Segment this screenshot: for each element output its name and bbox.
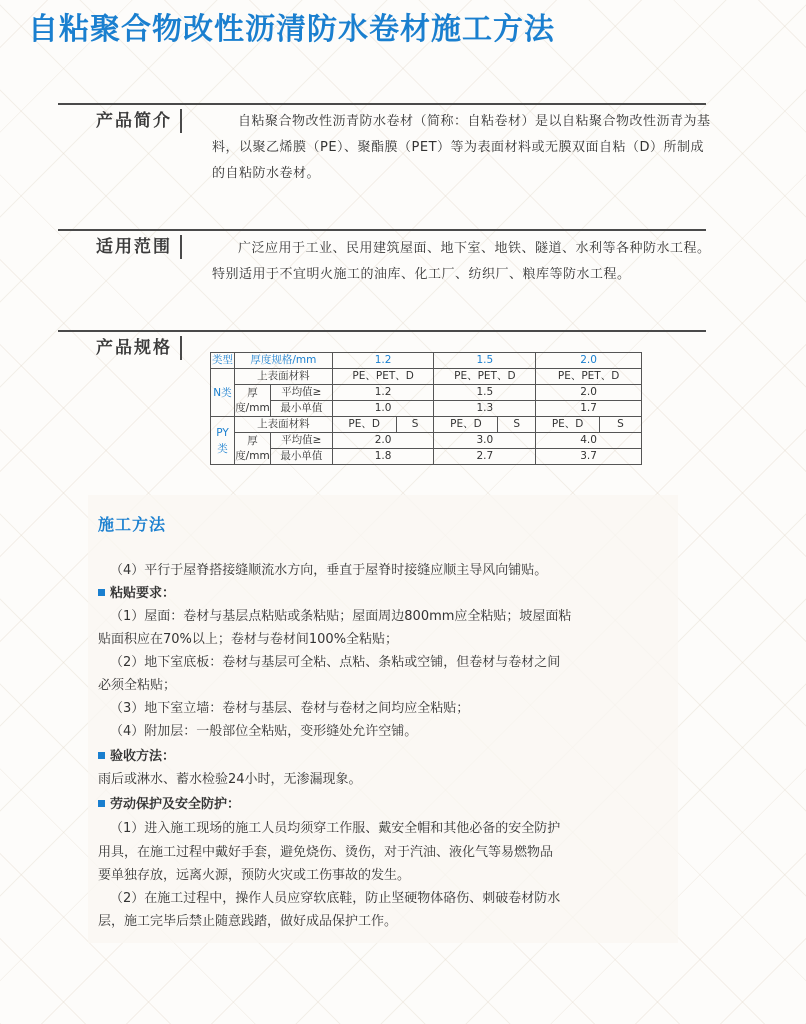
avg-label: 平均值≥ <box>270 433 332 449</box>
header-col-2: 1.5 <box>434 353 536 369</box>
table-cell: 2.0 <box>536 385 642 401</box>
method-line: 必须全粘贴； <box>98 678 177 693</box>
min-label: 最小单值 <box>270 401 332 417</box>
header-col-3: 2.0 <box>536 353 642 369</box>
table-cell: PE、D <box>332 417 396 433</box>
header-thickness: 厚度规格/mm <box>234 353 332 369</box>
table-cell: 2.7 <box>434 449 536 465</box>
method-line: （2）地下室底板：卷材与基层可全粘、点粘、条粘或空铺，但卷材与卷材之间 <box>110 655 561 670</box>
table-cell: S <box>600 417 642 433</box>
section-label-spec: 产品规格 <box>96 336 182 360</box>
table-cell: PE、PET、D <box>332 369 434 385</box>
table-cell: 1.7 <box>536 401 642 417</box>
section-label-scope: 适用范围 <box>96 235 182 259</box>
table-row <box>211 433 642 449</box>
method-line: 用具，在施工过程中戴好手套，避免烧伤、烫伤，对于汽油、液化气等易燃物品 <box>98 845 554 860</box>
method-line: （4）平行于屋脊搭接缝顺流水方向，垂直于屋脊时接缝应顺主导风向铺贴。 <box>110 563 548 578</box>
table-cell: 1.5 <box>434 385 536 401</box>
bullet-icon <box>98 752 105 759</box>
method-line: （1）进入施工现场的施工人员均须穿工作服、戴安全帽和其他必备的安全防护 <box>110 821 561 836</box>
method-line: 雨后或淋水、蓄水检验24小时，无渗漏现象。 <box>98 772 362 787</box>
method-title: 施工方法 <box>98 515 167 534</box>
type-n: N类 <box>211 369 235 417</box>
table-cell: 1.2 <box>332 385 434 401</box>
spec-table <box>210 352 642 465</box>
header-type: 类型 <box>211 353 235 369</box>
subheading-text: 粘贴要求： <box>110 586 176 601</box>
avg-label: 平均值≥ <box>270 385 332 401</box>
thickness-label: 厚度/mm <box>234 385 270 417</box>
table-row <box>211 417 642 433</box>
subheading-text: 劳动保护及安全防护： <box>110 797 241 812</box>
intro-paragraph: 自粘聚合物改性沥青防水卷材（简称：自粘卷材）是以自粘聚合物改性沥青为基料，以聚乙烯膜（PE）、聚酯膜（PET）等为表面材料或无膜双面自粘（D）所制成的自粘防水卷材。 <box>212 114 711 181</box>
table-cell: 1.8 <box>332 449 434 465</box>
surface-label: 上表面材料 <box>234 417 332 433</box>
table-row <box>211 449 642 465</box>
method-line: （4）附加层：一般部位全粘贴，变形缝处允许空铺。 <box>110 724 418 739</box>
page-title: 自粘聚合物改性沥清防水卷材施工方法 <box>28 12 555 47</box>
table-cell: 3.0 <box>434 433 536 449</box>
table-cell: 1.3 <box>434 401 536 417</box>
spec-header-row <box>211 353 642 369</box>
method-subheading <box>98 747 678 767</box>
table-cell: PE、PET、D <box>434 369 536 385</box>
header-col-1: 1.2 <box>332 353 434 369</box>
type-py: PY类 <box>211 417 235 465</box>
table-cell: S <box>498 417 536 433</box>
method-line: （3）地下室立墙：卷材与基层、卷材与卷材之间均应全粘贴； <box>110 701 470 716</box>
method-line: （2）在施工过程中，操作人员应穿软底鞋，防止坚硬物体硌伤、刺破卷材防水 <box>110 891 561 906</box>
section-label-intro: 产品简介 <box>96 109 182 133</box>
bullet-icon <box>98 589 105 596</box>
table-cell: PE、D <box>434 417 498 433</box>
method-line: 要单独存放，远离火源，预防火灾或工伤事故的发生。 <box>98 868 411 883</box>
scope-paragraph: 广泛应用于工业、民用建筑屋面、地下室、地铁、隧道、水利等各种防水工程。特别适用于不宜明火施工的油库、化工厂、纺织厂、粮库等防水工程。 <box>212 241 711 282</box>
table-row <box>211 369 642 385</box>
bullet-icon <box>98 800 105 807</box>
method-subheading <box>98 584 678 604</box>
table-cell: 1.0 <box>332 401 434 417</box>
table-row <box>211 385 642 401</box>
method-line: （1）屋面：卷材与基层点粘贴或条粘贴；屋面周边800mm应全粘贴；坡屋面粘 <box>110 609 572 624</box>
table-cell: S <box>396 417 434 433</box>
method-line: 贴面积应在70%以上；卷材与卷材间100%全粘贴； <box>98 632 399 647</box>
table-cell: 3.7 <box>536 449 642 465</box>
surface-label: 上表面材料 <box>234 369 332 385</box>
table-cell: PE、PET、D <box>536 369 642 385</box>
table-cell: 4.0 <box>536 433 642 449</box>
subheading-text: 验收方法： <box>110 749 176 764</box>
table-cell: 2.0 <box>332 433 434 449</box>
table-row <box>211 401 642 417</box>
method-subheading <box>98 795 678 815</box>
thickness-label: 厚度/mm <box>234 433 270 465</box>
method-line: 层，施工完毕后禁止随意践踏，做好成品保护工作。 <box>98 914 398 929</box>
table-cell: PE、D <box>536 417 600 433</box>
min-label: 最小单值 <box>270 449 332 465</box>
